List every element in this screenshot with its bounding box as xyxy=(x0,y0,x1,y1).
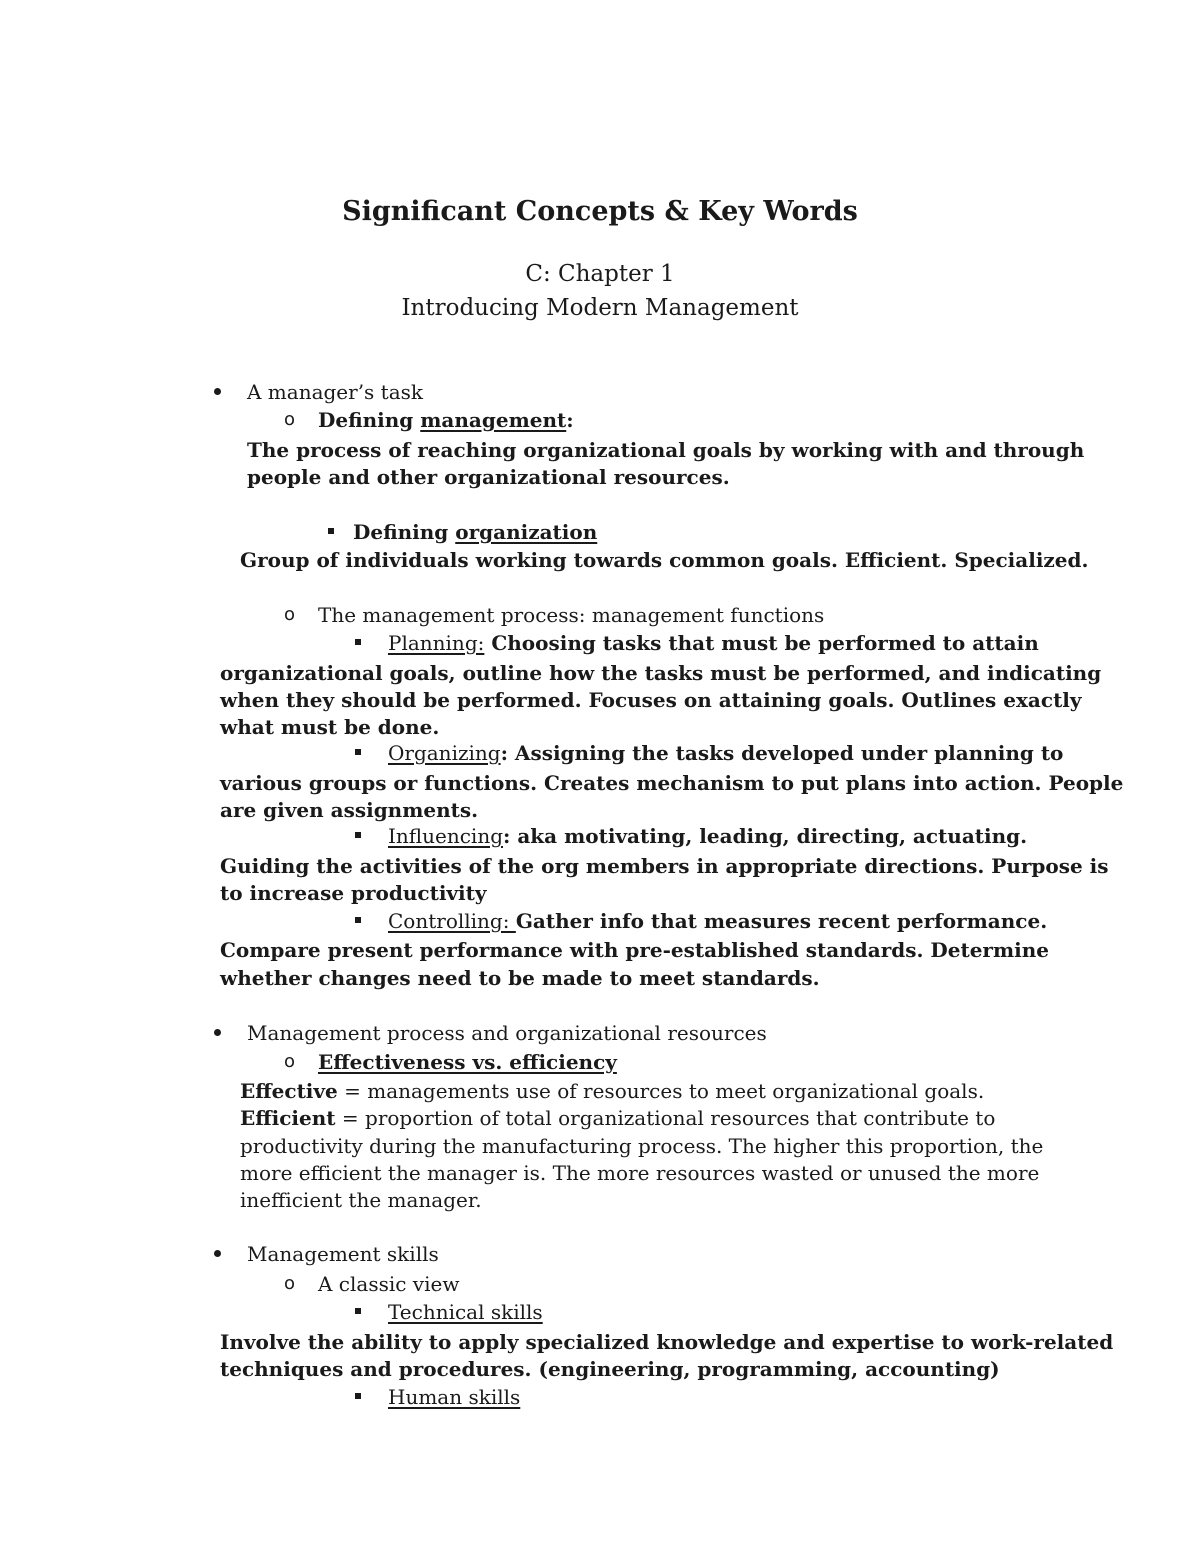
bullet-square-icon xyxy=(355,749,361,755)
influencing-line-1 xyxy=(388,822,1027,850)
influencing-term: Influencing xyxy=(388,824,503,848)
defining-management-colon: : xyxy=(566,408,574,432)
influencing-line-2: Guiding the activities of the org members in appropriate directions. Purpose is xyxy=(220,854,1109,878)
organizing-text: : Assigning the tasks developed under planning to xyxy=(500,741,1064,765)
organizing-line-1 xyxy=(388,739,1063,767)
controlling-text: Gather info that measures recent performance. xyxy=(515,909,1048,933)
management-definition-line-1: The process of reaching organizational goals by working with and through xyxy=(247,438,1085,462)
chapter-label: C: Chapter 1 xyxy=(525,261,675,287)
defining-management xyxy=(318,406,574,434)
bullet-dot-icon xyxy=(214,388,221,395)
effective-term: Effective xyxy=(240,1079,338,1103)
bullet-square-icon xyxy=(355,1393,361,1399)
bullet-square-icon xyxy=(355,832,361,838)
effectiveness-vs-efficiency: Effectiveness vs. efficiency xyxy=(318,1050,617,1074)
controlling-line-3: whether changes need to be made to meet standards. xyxy=(220,966,820,990)
organization-term: organization xyxy=(455,520,598,544)
bullet-dot-icon xyxy=(214,1029,221,1036)
efficient-text: = proportion of total organizational resources that contribute to xyxy=(335,1106,996,1130)
technical-skills-line-2: techniques and procedures. (engineering, programming, accounting) xyxy=(220,1357,1000,1381)
controlling-term: Controlling: xyxy=(388,909,516,933)
management-definition-line-2: people and other organizational resources. xyxy=(247,465,730,489)
controlling-line-1 xyxy=(388,907,1047,935)
planning-line-2: organizational goals, outline how the tasks must be performed, and indicating xyxy=(220,661,1102,685)
planning-text: Choosing tasks that must be performed to attain xyxy=(484,631,1039,655)
bullet-circle-icon: o xyxy=(284,1273,296,1294)
classic-view-heading: A classic view xyxy=(318,1272,460,1296)
chapter-subtitle: Introducing Modern Management xyxy=(401,295,799,321)
planning-line-3: when they should be performed. Focuses on attaining goals. Outlines exactly xyxy=(220,688,1082,712)
defining-organization xyxy=(353,518,597,546)
efficient-definition-line-3: more efficient the manager is. The more resources wasted or unused the more xyxy=(240,1161,1040,1185)
efficient-definition-line-2: productivity during the manufacturing process. The higher this proportion, the xyxy=(240,1134,1044,1158)
organizing-term: Organizing xyxy=(388,741,501,765)
bullet-circle-icon: o xyxy=(284,409,296,430)
management-term: management xyxy=(420,408,567,432)
controlling-line-2: Compare present performance with pre-established standards. Determine xyxy=(220,938,1049,962)
bullet-management-resources: Management process and organizational resources xyxy=(247,1021,767,1045)
bullet-circle-icon: o xyxy=(284,1051,296,1072)
bullet-square-icon xyxy=(355,917,361,923)
bullet-management-skills: Management skills xyxy=(247,1242,439,1266)
efficient-definition-line-4: inefficient the manager. xyxy=(240,1188,482,1212)
efficient-definition-line-1 xyxy=(240,1104,995,1132)
page-title: Significant Concepts & Key Words xyxy=(342,196,858,227)
effective-text: = managements use of resources to meet organizational goals. xyxy=(337,1079,985,1103)
bullet-square-icon xyxy=(355,639,361,645)
bullet-managers-task: A manager’s task xyxy=(247,380,424,404)
bullet-square-icon xyxy=(328,528,334,534)
technical-skills-line-1: Involve the ability to apply specialized knowledge and expertise to work-related xyxy=(220,1330,1114,1354)
technical-skills-term: Technical skills xyxy=(388,1300,543,1324)
management-process-heading: The management process: management functions xyxy=(318,603,825,627)
effective-definition xyxy=(240,1077,984,1105)
defining-management-prefix: Defining xyxy=(318,408,421,432)
influencing-text: : aka motivating, leading, directing, actuating. xyxy=(503,824,1028,848)
influencing-line-3: to increase productivity xyxy=(220,881,487,905)
organizing-line-2: various groups or functions. Creates mechanism to put plans into action. People xyxy=(220,771,1124,795)
efficient-term: Efficient xyxy=(240,1106,336,1130)
organization-definition: Group of individuals working towards common goals. Efficient. Specialized. xyxy=(240,548,1089,572)
bullet-square-icon xyxy=(355,1308,361,1314)
bullet-dot-icon xyxy=(214,1250,221,1257)
human-skills-term: Human skills xyxy=(388,1385,521,1409)
defining-organization-prefix: Defining xyxy=(353,520,456,544)
planning-line-4: what must be done. xyxy=(220,715,440,739)
planning-term: Planning: xyxy=(388,631,485,655)
organizing-line-3: are given assignments. xyxy=(220,798,479,822)
bullet-circle-icon: o xyxy=(284,604,296,625)
planning-line-1 xyxy=(388,629,1039,657)
